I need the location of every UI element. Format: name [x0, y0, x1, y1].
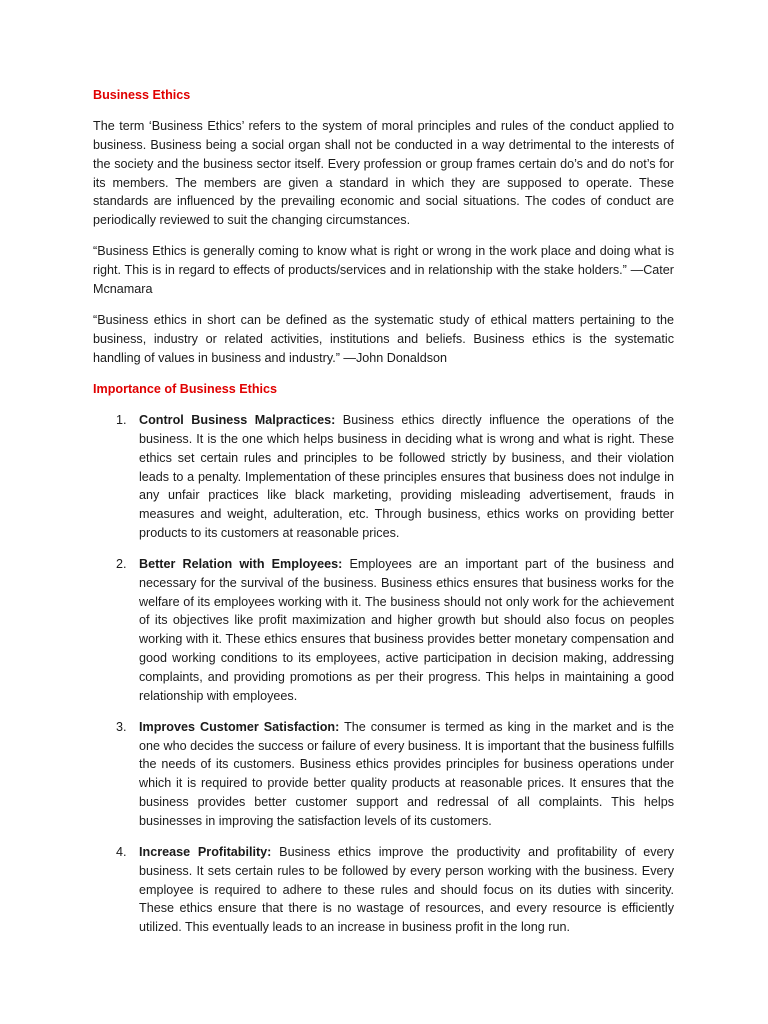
- list-item-term: Better Relation with Employees:: [139, 557, 343, 572]
- quote-donaldson: “Business ethics in short can be defined as the systematic study of ethical matters pertaining to the business, industry or related activities, institutions and beliefs. Business ethics is the systematic handling of values in business and industry.” —John Donaldson: [93, 313, 674, 365]
- quote-mcnamara: “Business Ethics is generally coming to know what is right or wrong in the work place and doing what is right. This is in regard to effects of products/services and in relationship with the stake holders.” —Cater Mcnamara: [93, 244, 674, 296]
- list-item-number: 1.: [116, 413, 127, 428]
- list-item-text: Business ethics directly influence the operations of the business. It is the one which helps business in deciding what is wrong and what is right. These ethics set certain rules and principles to be followed strictly by business, and their violation leads to a penalty. Implementation of these principles ensures that business does not indulge in any unfair practices like black marketing, providing misleading advertisement, frauds in measures and weight, adulteration, etc. Through business, ethics works on providing better products to its customers at reasonable prices.: [139, 413, 674, 540]
- importance-list: [93, 411, 674, 937]
- importance-heading: Importance of Business Ethics: [93, 381, 278, 396]
- list-item-number: 3.: [116, 719, 127, 734]
- intro-paragraph: The term ‘Business Ethics’ refers to the system of moral principles and rules of the conduct applied to business. Business being a social organ shall not be conducted in a way detrimental to the interests of the society and the business sector itself. Every profession or group frames certain do’s and do not’s for its members. The members are given a standard in which they are supposed to operate. These standards are influenced by the prevailing economic and social situations. The codes of conduct are periodically reviewed to suit the changing circumstances.: [93, 119, 674, 228]
- document-title: Business Ethics: [93, 88, 191, 102]
- list-item-text: The consumer is termed as king in the market and is the one who decides the success or failure of every business. It is important that the business fulfills the needs of its customers. Business ethics provides principles for business operations under which it is required to provide better quality products at reasonable prices. It ensures that the business provides better customer support and redressal of all complaints. This helps businesses in improving the satisfaction levels of its customers.: [139, 719, 674, 828]
- list-item-number: 2.: [116, 557, 127, 572]
- list-item-number: 4.: [116, 845, 127, 860]
- list-item-term: Increase Profitability:: [139, 845, 272, 860]
- list-item: [93, 411, 674, 543]
- document-page: [93, 86, 674, 949]
- list-item: [93, 555, 674, 705]
- list-item-text: Business ethics improve the productivity and profitability of every business. It sets certain rules to be followed by every person working with the business. Every employee is required to adhere to these rules and should focus on its duties with sincerity. These ethics ensure that there is no wastage of resources, and every resource is efficiently utilized. This eventually leads to an increase in business profit in the long run.: [139, 845, 674, 935]
- list-item-term: Improves Customer Satisfaction:: [139, 719, 340, 734]
- list-item-text: Employees are an important part of the business and necessary for the survival of the business. Business ethics ensures that business works for the welfare of its employees working with it. The business should not only work for the achievement of its objectives like profit maximization and higher growth but should also focus on peoples working with it. These ethics ensures that business provides better monetary compensation and good working conditions to its employees, active participation in decision making, addressing complaints, and providing promotions as per their progress. This helps in maintaining a good relationship with employees.: [139, 557, 674, 703]
- list-item-term: Control Business Malpractices:: [139, 413, 336, 428]
- list-item: [93, 718, 674, 831]
- list-item: [93, 843, 674, 937]
